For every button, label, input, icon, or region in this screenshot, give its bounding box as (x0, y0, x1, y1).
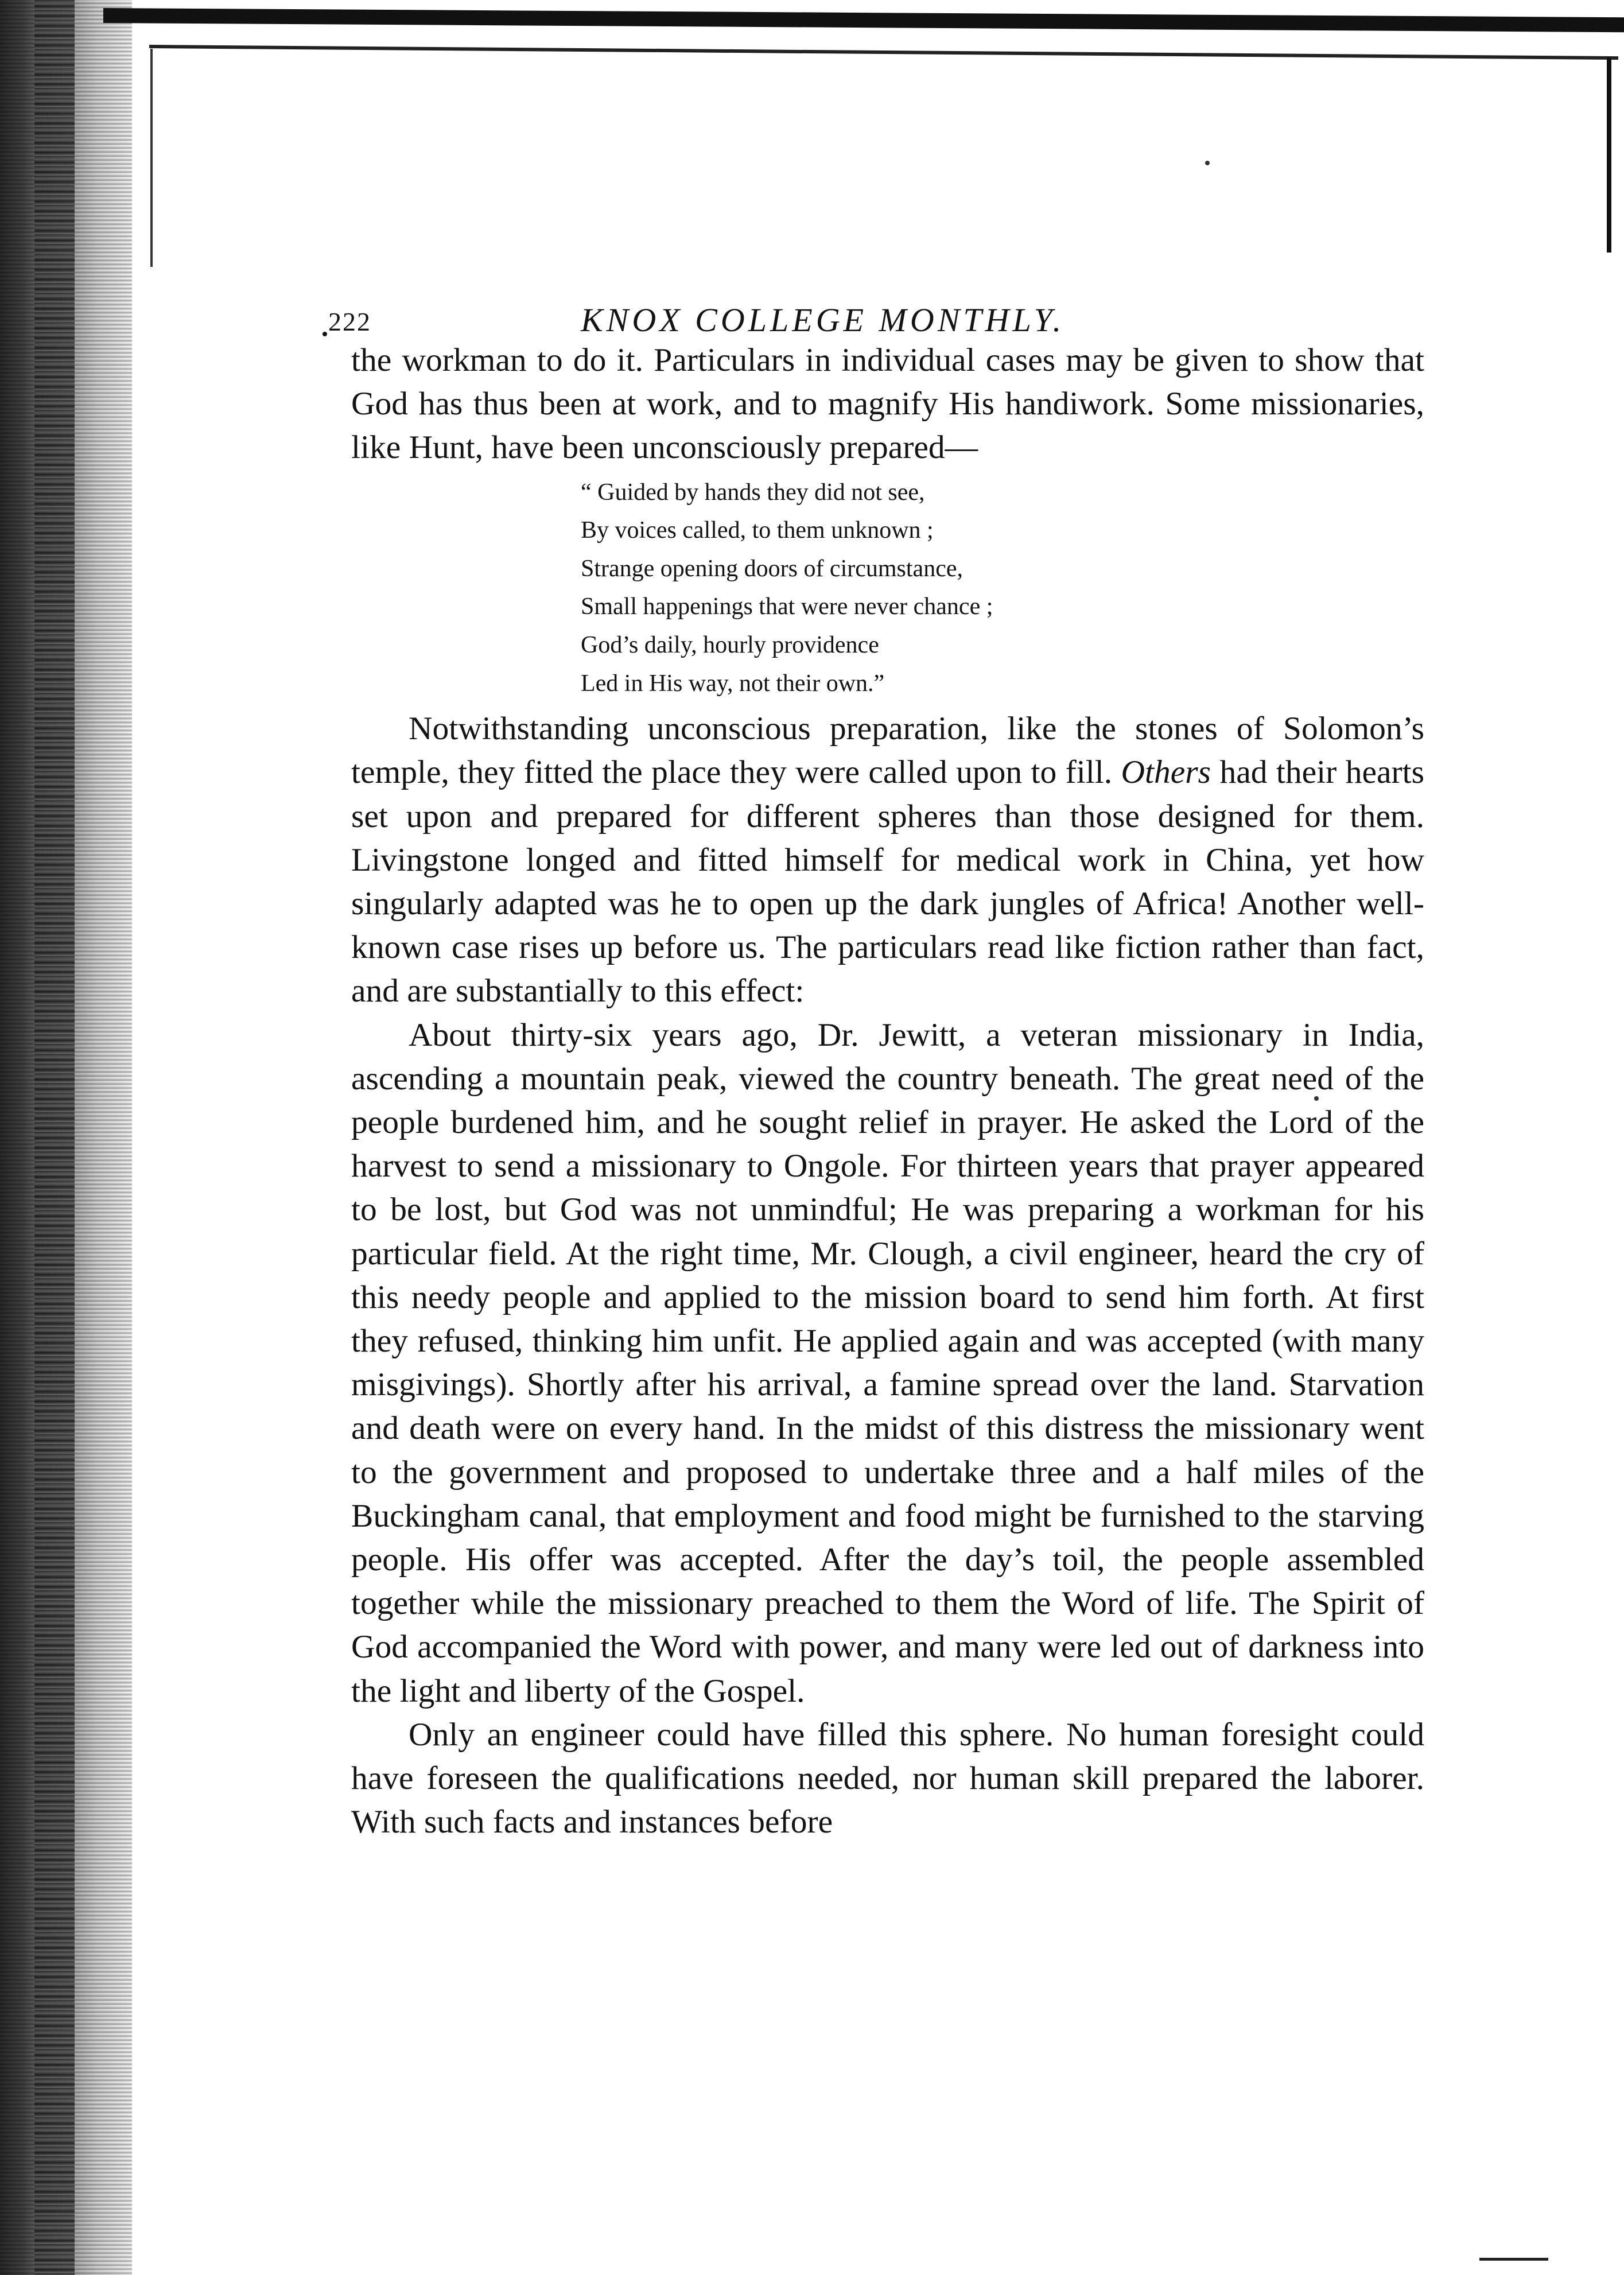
poem-line: God’s daily, hourly providence (581, 631, 879, 658)
running-head (328, 287, 1424, 339)
paragraph-opening: the workman to do it. Particulars in individual cases may be given to show that God has thus been at work, and to magnify His handiwork. Some missionaries, like Hunt, have been unconsciously prepared— (351, 342, 1424, 466)
paragraph-jewitt: About thirty-six years ago, Dr. Jewitt, a veteran missionary in India, ascending a mountain peak, viewed the country beneath. The great need of the people burdened him, and he sought relief in prayer. He asked the Lord of the harvest to send a missionary to Ongole. For thirteen years that prayer appeared to be lost, but God was not unmindful; He was preparing a workman for his particular field. At the right time, Mr. Clough, a civil engineer, heard the cry of this needy people and applied to the mission board to send him forth. At first they refused, thinking him unfit. He applied again and was accepted (with many misgivings). Shortly after his arrival, a famine spread over the land. Starvation and death were on every hand. In the midst of this distress the missionary went to the government and proposed to undertake three and a half miles of the Buckingham canal, that employment and food might be furnished to the starving people. His offer was accepted. After the day’s toil, the people assembled together while the missionary preached to them the Word of life. The Spirit of God accompanied the Word with power, and many were led out of darkness into the light and liberty of the Gospel. (351, 1016, 1424, 1709)
article-body (351, 339, 1424, 1844)
journal-title: KNOX COLLEGE MONTHLY. (581, 301, 1065, 339)
poem-line: Led in His way, not their own.” (581, 670, 885, 697)
poem-line: “ Guided by hands they did not see, (581, 479, 925, 506)
poem-line: Strange opening doors of circumstance, (581, 555, 963, 582)
inner-frame-line (150, 49, 153, 267)
paragraph-text: Notwithstanding unconscious preparation, like the stones of Solomon’s temple, they fitted the place they were called upon to fill. (351, 711, 1424, 791)
page-number: 222 (328, 307, 371, 336)
poem-line: Small happenings that were never chance ; (581, 593, 993, 620)
scan-speck (1205, 161, 1210, 165)
italic-word: Others (1121, 754, 1211, 791)
text-column (328, 287, 1424, 1844)
inner-scan-border (149, 45, 1618, 60)
paragraph-engineer: Only an engineer could have filled this sphere. No human foresight could have foreseen the qualifications needed, nor human skill prepared the laborer. With such facts and instances before (351, 1716, 1424, 1841)
footer-mark (1479, 2258, 1548, 2261)
top-scan-border (103, 8, 1624, 32)
poem-line: By voices called, to them unknown ; (581, 517, 934, 544)
paragraph-text: had their hearts set upon and prepared for different spheres than those designed for them. Livingstone longed and fitted himself for medical work in China, yet how singularly adapted was he to open up the dark jungles of Africa! Another well-known case rises up before us. The particulars read like fiction rather than fact, and are substantially to this effect: (351, 754, 1424, 1010)
binding-shadow (34, 0, 75, 2275)
paragraph-preparation (351, 707, 1424, 1013)
quoted-poem (351, 473, 1424, 703)
right-scan-border (1607, 57, 1611, 253)
